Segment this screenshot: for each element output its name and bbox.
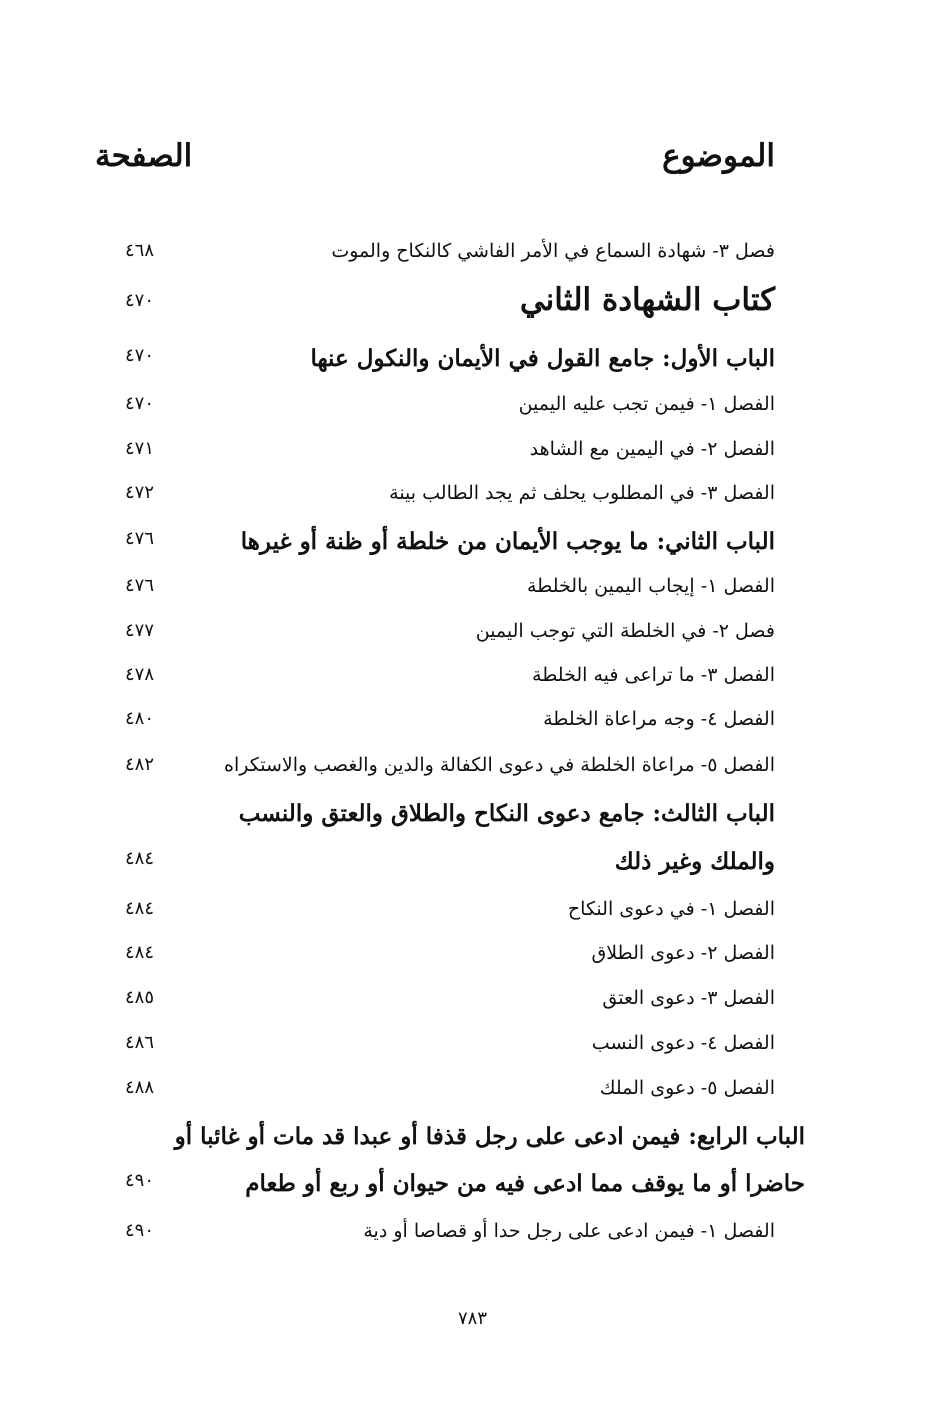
toc-entry — [95, 754, 775, 794]
toc-entry-title: الفصل ٤- دعوى النسب — [591, 1032, 775, 1054]
toc-entry-title: والملك وغير ذلك — [614, 848, 775, 875]
toc-entry-page: ٤٧١ — [125, 438, 155, 459]
toc-entry-title: الفصل ١- فيمن ادعى على رجل حدا أو قصاصا أو دية — [363, 1220, 775, 1242]
toc-entry — [95, 1170, 805, 1210]
toc-entry-title: الباب الأول: جامع القول في الأيمان والنكول عنها — [310, 345, 775, 372]
toc-entry-page: ٤٧٠ — [125, 345, 155, 366]
toc-entry-page: ٤٦٨ — [125, 240, 155, 261]
toc-entry-page: ٤٨٥ — [125, 987, 155, 1008]
toc-entry-page: ٤٨٠ — [125, 708, 155, 729]
toc-entry — [95, 1077, 775, 1117]
toc-entry — [95, 987, 775, 1027]
toc-entry-title: الفصل ٢- دعوى الطلاق — [591, 942, 775, 964]
toc-entry — [95, 620, 775, 660]
toc-entry — [95, 1123, 805, 1163]
toc-entry-title: الفصل ٣- دعوى العتق — [602, 987, 775, 1009]
toc-entry-title: الفصل ٥- دعوى الملك — [599, 1077, 775, 1099]
toc-entry — [95, 708, 775, 748]
toc-entry — [95, 1220, 775, 1260]
toc-entry-title: الفصل ٣- في المطلوب يحلف ثم يجد الطالب بينة — [389, 482, 775, 504]
toc-entry-page: ٤٩٠ — [125, 1220, 155, 1241]
page-number: ٧٨٣ — [457, 1308, 487, 1329]
toc-entry-page: ٤٨٤ — [125, 848, 155, 869]
toc-entry-title: الفصل ٣- ما تراعى فيه الخلطة — [532, 664, 775, 686]
toc-entry-page: ٤٧٦ — [125, 575, 155, 596]
toc-entry — [95, 482, 775, 522]
toc-entry-title: الفصل ١- في دعوى النكاح — [567, 898, 775, 920]
toc-entry-title: حاضرا أو ما يوقف مما ادعى فيه من حيوان أو ربع أو طعام — [245, 1170, 805, 1197]
toc-entry-page: ٤٧٠ — [125, 290, 155, 311]
toc-entry — [95, 800, 775, 840]
column-header-page: الصفحة — [95, 138, 193, 174]
toc-entry-title: الفصل ٢- في اليمين مع الشاهد — [529, 438, 775, 460]
toc-entry — [95, 393, 775, 433]
toc-entry-title: كتاب الشهادة الثاني — [519, 282, 775, 318]
toc-entry-page: ٤٧٨ — [125, 664, 155, 685]
toc-entry-page: ٤٧٦ — [125, 528, 155, 549]
toc-entry — [95, 438, 775, 478]
toc-entry-page: ٤٧٠ — [125, 393, 155, 414]
toc-entry-page: ٤٨٢ — [125, 754, 155, 775]
toc-entry-page: ٤٨٤ — [125, 942, 155, 963]
toc-entry-title: الفصل ٤- وجه مراعاة الخلطة — [543, 708, 775, 730]
column-header-topic: الموضوع — [662, 138, 775, 174]
toc-entry-title: فصل ٢- في الخلطة التي توجب اليمين — [475, 620, 775, 642]
toc-entry — [95, 240, 775, 280]
toc-entry — [95, 664, 775, 704]
toc-entry — [95, 942, 775, 982]
toc-entry — [95, 898, 775, 938]
toc-entry-title: الباب الثالث: جامع دعوى النكاح والطلاق والعتق والنسب — [238, 800, 775, 827]
toc-entry-page: ٤٧٧ — [125, 620, 155, 641]
toc-entry — [95, 282, 775, 330]
toc-entry-title: الفصل ١- إيجاب اليمين بالخلطة — [526, 575, 775, 597]
toc-entry-page: ٤٩٠ — [125, 1170, 155, 1191]
toc-entry-page: ٤٨٨ — [125, 1077, 155, 1098]
toc-entry-page: ٤٨٤ — [125, 898, 155, 919]
toc-entry-title: الفصل ٥- مراعاة الخلطة في دعوى الكفالة والدين والغصب والاستكراه — [224, 754, 775, 776]
toc-entry — [95, 345, 775, 385]
toc-entry — [95, 848, 775, 888]
toc-entry-page: ٤٨٦ — [125, 1032, 155, 1053]
toc-entry-title: الباب الرابع: فيمن ادعى على رجل قذفا أو عبدا قد مات أو غائبا أو — [174, 1123, 805, 1150]
toc-entry-page: ٤٧٢ — [125, 482, 155, 503]
toc-entry — [95, 528, 775, 568]
toc-entry-title: فصل ٣- شهادة السماع في الأمر الفاشي كالنكاح والموت — [331, 240, 775, 262]
toc-entry-title: الباب الثاني: ما يوجب الأيمان من خلطة أو ظنة أو غيرها — [240, 528, 775, 555]
toc-entry-title: الفصل ١- فيمن تجب عليه اليمين — [518, 393, 775, 415]
toc-entry — [95, 1032, 775, 1072]
toc-entry — [95, 575, 775, 615]
